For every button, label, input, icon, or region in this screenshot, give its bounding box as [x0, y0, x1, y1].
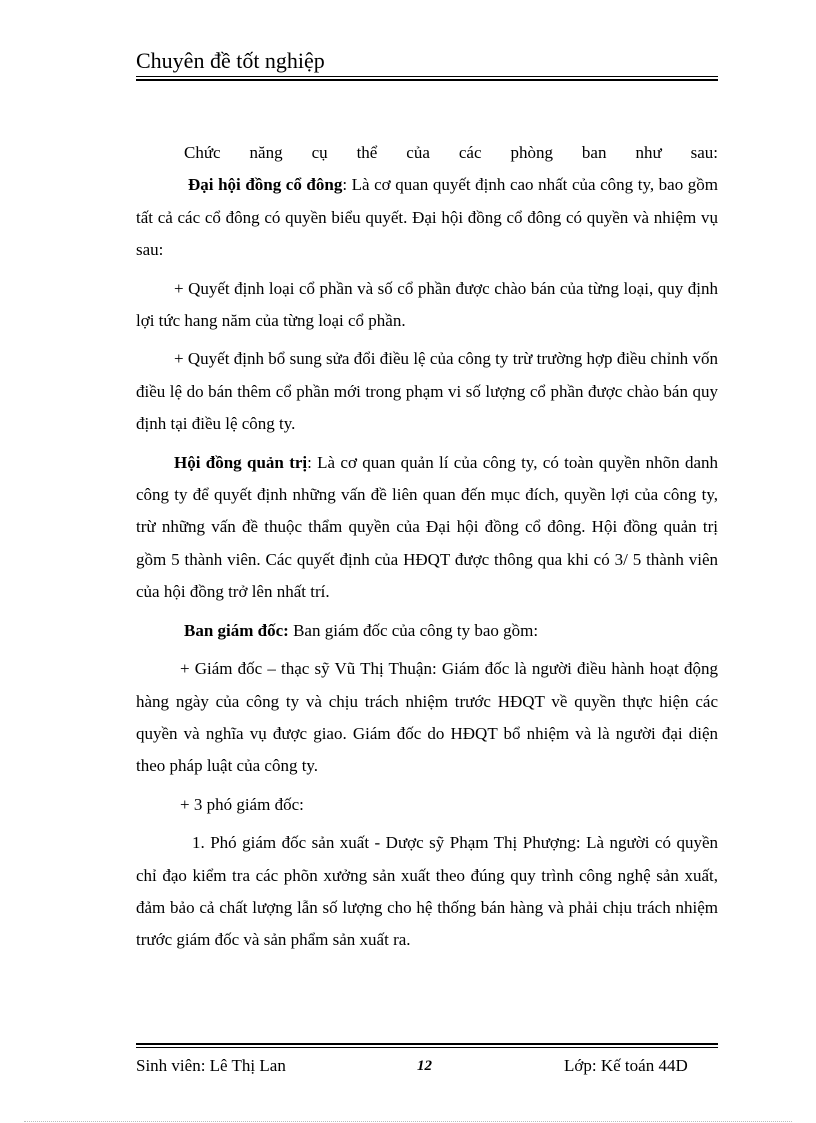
page-footer: [136, 1052, 718, 1080]
term-shareholders: Đại hội đồng cổ đông: [188, 175, 343, 195]
footer-student: Sinh viên: Lê Thị Lan: [136, 1056, 286, 1075]
paragraph-board: [136, 447, 718, 609]
page-header-title: Chuyên đề tốt nghiệp: [136, 48, 325, 73]
paragraph-shareholders: [136, 169, 718, 266]
paragraph-directors-text: Ban giám đốc của công ty bao gồm:: [288, 620, 539, 640]
page-edge-divider: [24, 1121, 792, 1122]
paragraph-shares-decision: + Quyết định loại cổ phần và số cổ phần được chào bán của từng loại, quy định lợi tức hang năm của từng loại cổ phần.: [136, 278, 718, 331]
term-directors: Ban giám đốc:: [184, 620, 289, 640]
paragraph-intro: Chức năng cụ thể của các phòng ban như sau:: [184, 143, 718, 162]
paragraph-director: + Giám đốc – thạc sỹ Vũ Thị Thuận: Giám đốc là người điều hành hoạt động hàng ngày của công ty và chịu trách nhiệm trước HĐQT về quyền thực hiện các quyền và nghĩa vụ được giao. Giám đốc do HĐQT bổ nhiệm và là người đại diện theo pháp luật của công ty.: [136, 659, 718, 776]
footer-rule-top: [136, 1043, 718, 1045]
footer-rule-bottom: [136, 1047, 718, 1048]
document-body: [136, 137, 718, 957]
header-rule-bottom: [136, 79, 718, 81]
paragraph-charter-decision: + Quyết định bổ sung sửa đổi điều lệ của công ty trừ trường hợp điều chỉnh vốn điều lệ do bán thêm cổ phần mới trong phạm vi số lượng cổ phần được chào bán quy định tại điều lệ công ty.: [136, 349, 718, 434]
paragraph-production-deputy: 1. Phó giám đốc sản xuất - Dược sỹ Phạm Thị Phượng: Là người có quyền chỉ đạo kiểm tra các phõn xưởng sản xuất theo đúng quy trình công nghệ sản xuất, đảm bảo cả chất lượng lẫn số lượng cho hệ thống bán hàng và phải chịu trách nhiệm trước giám đốc và sản phẩm sản xuất ra.: [136, 833, 718, 950]
footer-class: Lớp: Kế toán 44D: [564, 1056, 688, 1075]
page-number: 12: [417, 1058, 432, 1074]
paragraph-shareholders-text: : Là cơ quan quyết định cao nhất của công ty, bao gồm tất cả các cổ đông có quyền biểu quyết. Đại hội đồng cổ đông có quyền và nhiệm vụ sau:: [136, 175, 719, 260]
paragraph-board-text: : Là cơ quan quản lí của công ty, có toàn quyền nhõn danh công ty để quyết định những vấn đề liên quan đến mục đích, quyền lợi của công ty, trừ những vấn đề thuộc thẩm quyền của Đại hội đồng cổ đông. Hội đồng quản trị gồm 5 thành viên. Các quyết định của HĐQT được thông qua khi có 3/ 5 thành viên của hội đồng trở lên nhất trí.: [136, 452, 718, 602]
paragraph-directors: [136, 615, 718, 647]
header-rule-top: [136, 76, 718, 77]
term-board: Hội đồng quản trị: [174, 452, 308, 472]
paragraph-deputies: + 3 phó giám đốc:: [180, 794, 304, 814]
